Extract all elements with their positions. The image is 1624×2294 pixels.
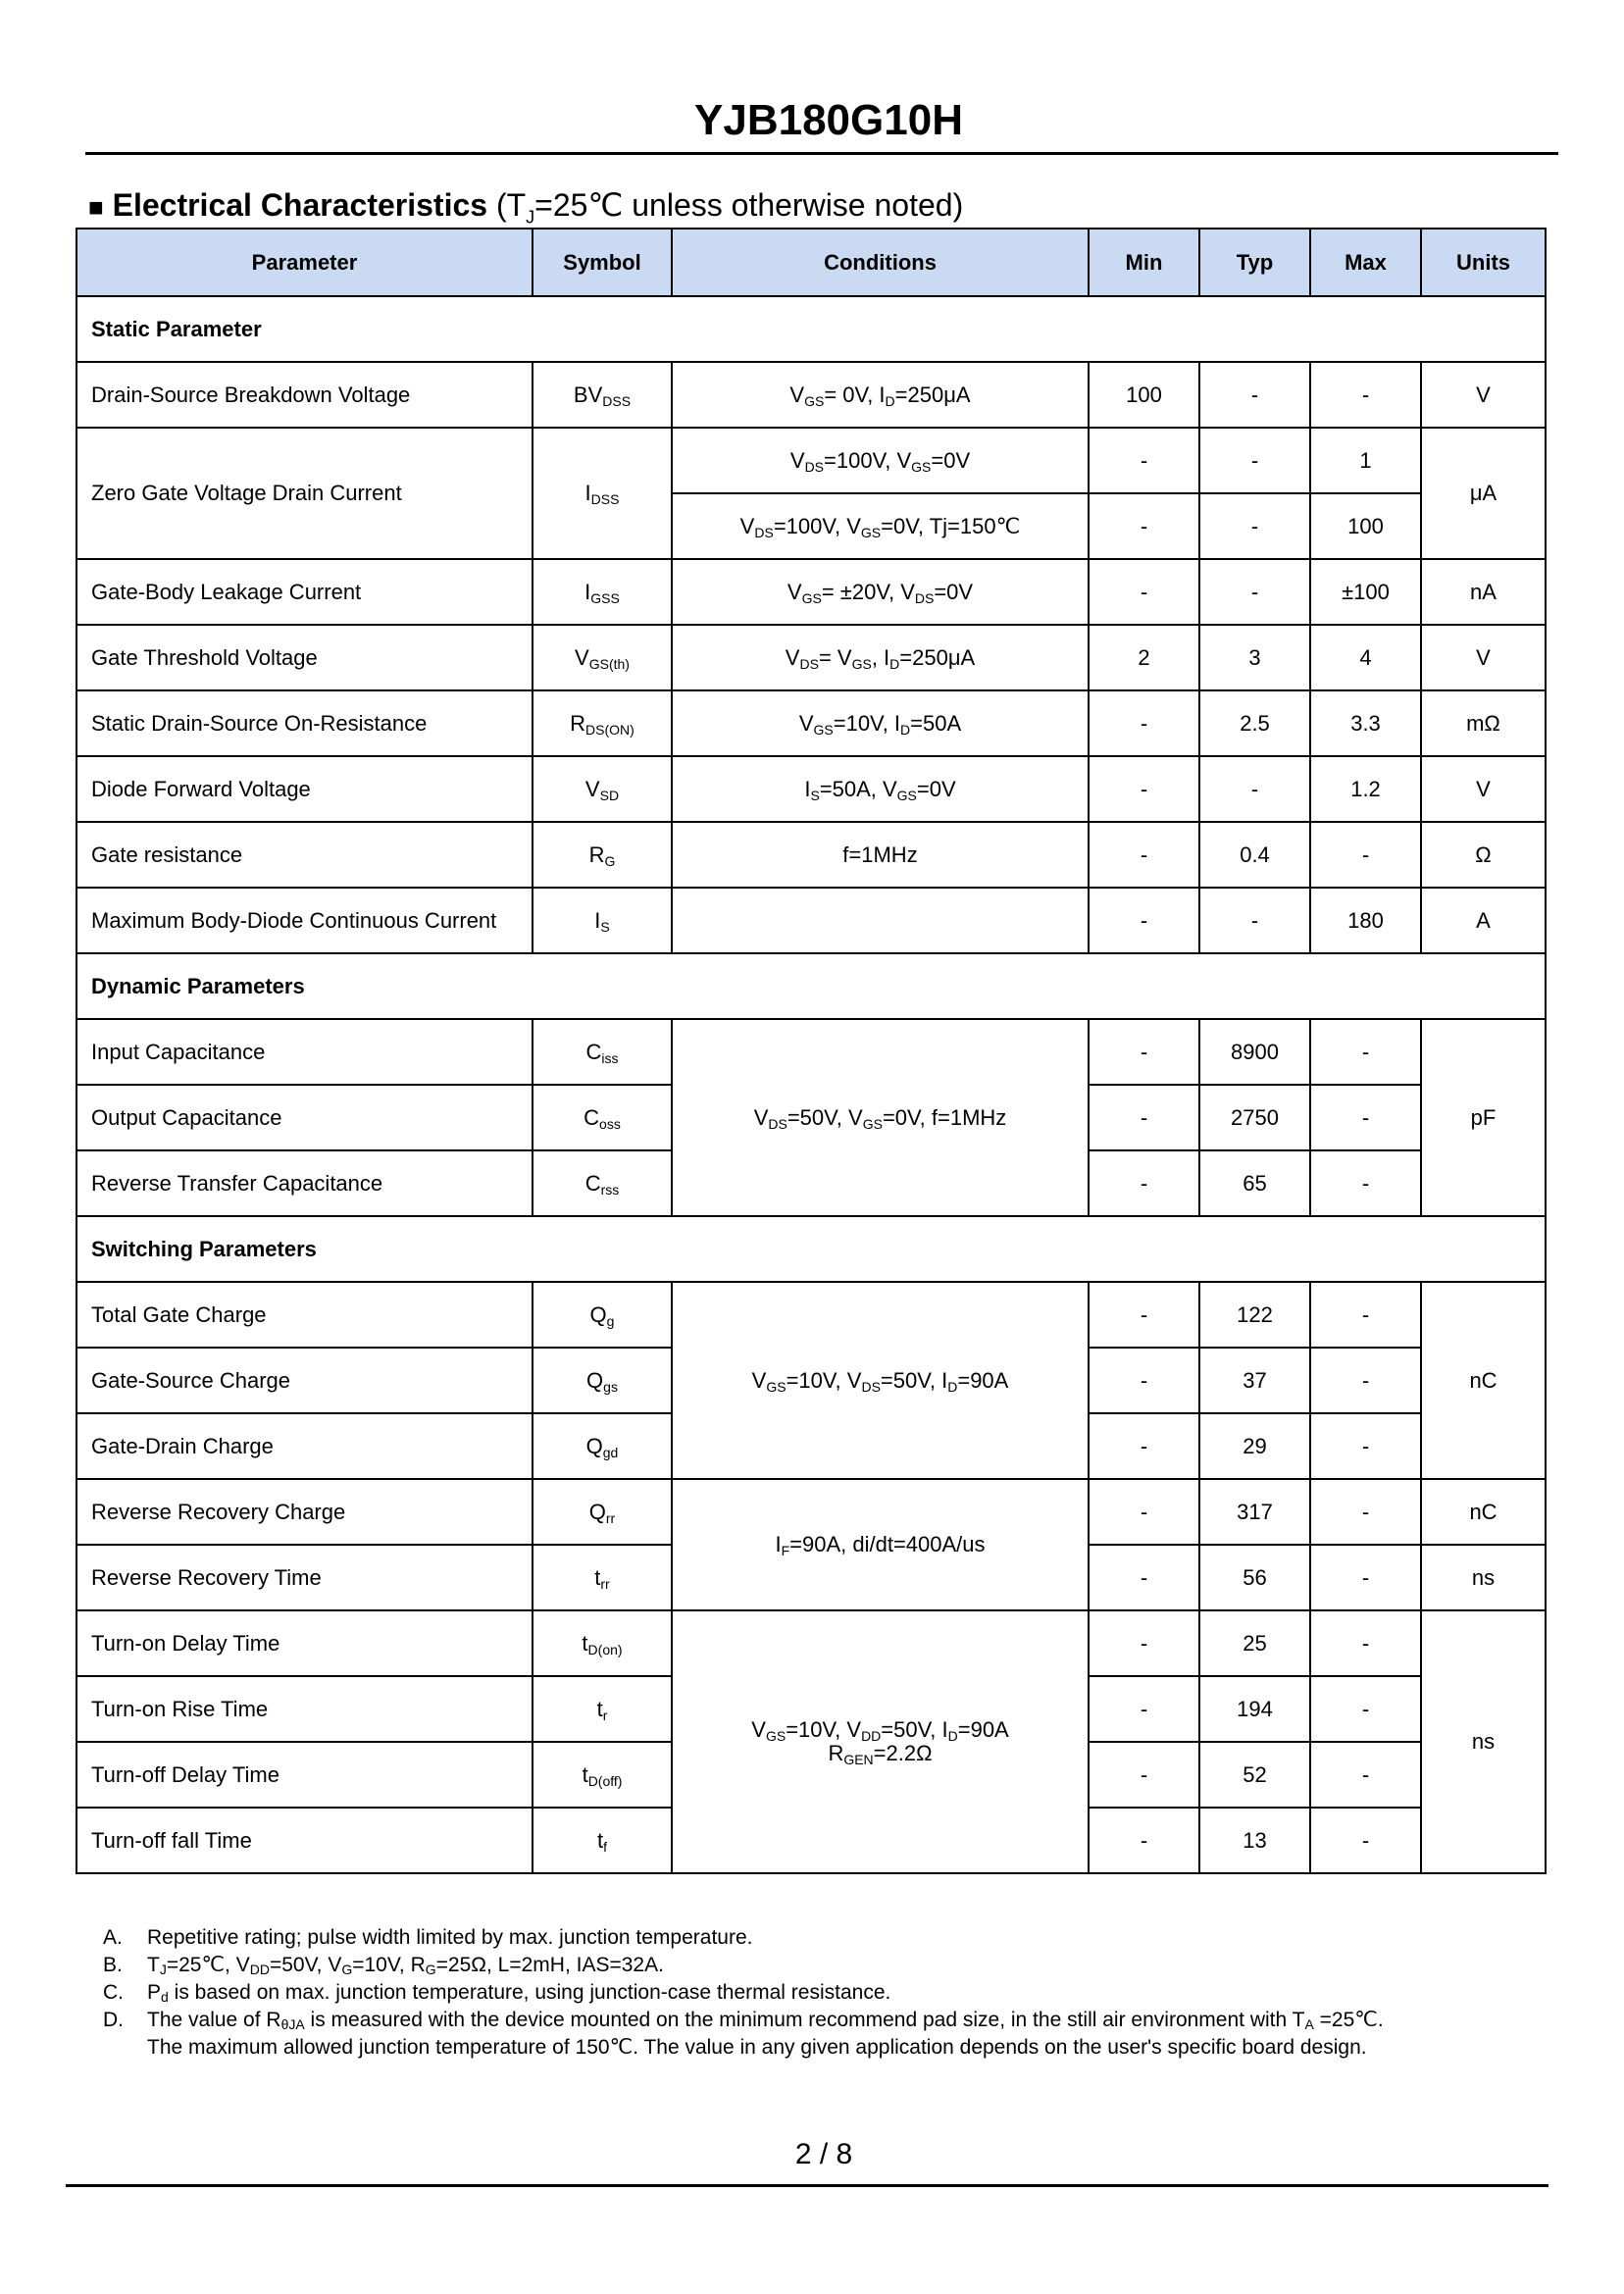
param-cell: Maximum Body-Diode Continuous Current	[76, 888, 533, 953]
typ-cell: 122	[1199, 1282, 1310, 1348]
typ-cell: 37	[1199, 1348, 1310, 1413]
conditions-cell: $V_{GS}= 0V$, $I_D=250\mu A$	[672, 362, 1089, 428]
min-cell: -	[1089, 690, 1199, 756]
unit-cell: nC	[1421, 1282, 1546, 1479]
typ-cell: 0.4	[1199, 822, 1310, 888]
typ-cell: 194	[1199, 1676, 1310, 1742]
conditions-cell: $V_{GS}=10V$, $V_{DS}=50V$, $I_D=90A$	[672, 1282, 1089, 1479]
max-cell: -	[1310, 1479, 1421, 1545]
typ-cell: 3	[1199, 625, 1310, 690]
typ-cell: 317	[1199, 1479, 1310, 1545]
typ-cell: 25	[1199, 1610, 1310, 1676]
header-typ: Typ	[1199, 229, 1310, 296]
param-cell: Output Capacitance	[76, 1085, 533, 1150]
section-label-static: Static Parameter	[76, 296, 1546, 362]
min-cell: 100	[1089, 362, 1199, 428]
symbol-cell: $I_{GSS}$	[533, 559, 672, 625]
section-title: Electrical Characteristics	[112, 187, 488, 223]
min-cell: -	[1089, 1282, 1199, 1348]
param-cell: Gate-Drain Charge	[76, 1413, 533, 1479]
footnote-a: A. Repetitive rating; pulse width limited by max. junction temperature.	[103, 1926, 753, 1949]
unit-cell: V	[1421, 756, 1546, 822]
min-cell: -	[1089, 1085, 1199, 1150]
max-cell: -	[1310, 1808, 1421, 1873]
header-max: Max	[1310, 229, 1421, 296]
param-cell: Gate Threshold Voltage	[76, 625, 533, 690]
symbol-cell: $C_{rss}$	[533, 1150, 672, 1216]
conditions-cell: $V_{GS}=10V$, $I_D=50A$	[672, 690, 1089, 756]
param-cell: Total Gate Charge	[76, 1282, 533, 1348]
param-cell: Zero Gate Voltage Drain Current	[76, 428, 533, 559]
unit-cell: μA	[1421, 428, 1546, 559]
table-row	[76, 756, 1546, 822]
conditions-cell	[672, 888, 1089, 953]
header-conditions: Conditions	[672, 229, 1089, 296]
table-row	[76, 822, 1546, 888]
typ-cell: 8900	[1199, 1019, 1310, 1085]
footnotes	[103, 1924, 1384, 2062]
symbol-cell: $Q_{gd}$	[533, 1413, 672, 1479]
bullet-square-icon: ■	[88, 192, 104, 222]
unit-cell: nC	[1421, 1479, 1546, 1545]
typ-cell: 2750	[1199, 1085, 1310, 1150]
unit-cell: A	[1421, 888, 1546, 953]
max-cell: -	[1310, 362, 1421, 428]
conditions-cell: $V_{DS}=100V$, $V_{GS}=0V$, Tj=150℃	[672, 493, 1089, 559]
symbol-cell: $C_{iss}$	[533, 1019, 672, 1085]
max-cell: ±100	[1310, 559, 1421, 625]
min-cell: -	[1089, 1808, 1199, 1873]
param-cell: Static Drain-Source On-Resistance	[76, 690, 533, 756]
document-title: YJB180G10H	[694, 96, 963, 144]
max-cell: 4	[1310, 625, 1421, 690]
max-cell: 1	[1310, 428, 1421, 493]
max-cell: -	[1310, 822, 1421, 888]
max-cell: -	[1310, 1545, 1421, 1610]
max-cell: -	[1310, 1742, 1421, 1808]
min-cell: -	[1089, 1610, 1199, 1676]
header-units: Units	[1421, 229, 1546, 296]
symbol-cell: $t_{rr}$	[533, 1545, 672, 1610]
conditions-cell: $V_{GS}=10V$, $V_{DD}=50V$, $I_D=90A$ $R_{GEN}=2.2\Omega$	[672, 1610, 1089, 1873]
section-label-dynamic: Dynamic Parameters	[76, 953, 1546, 1019]
max-cell: -	[1310, 1610, 1421, 1676]
table-row	[76, 1282, 1546, 1348]
min-cell: 2	[1089, 625, 1199, 690]
typ-cell: -	[1199, 756, 1310, 822]
conditions-cell: $V_{GS}= \pm 20V$, $V_{DS}=0V$	[672, 559, 1089, 625]
param-cell: Turn-on Delay Time	[76, 1610, 533, 1676]
unit-cell: mΩ	[1421, 690, 1546, 756]
param-cell: Drain-Source Breakdown Voltage	[76, 362, 533, 428]
table-row	[76, 559, 1546, 625]
symbol-cell: $t_{D(on)}$	[533, 1610, 672, 1676]
param-cell: Turn-on Rise Time	[76, 1676, 533, 1742]
max-cell: 3.3	[1310, 690, 1421, 756]
symbol-cell: $R_G$	[533, 822, 672, 888]
footnote-c: C. $P_d$ is based on max. junction temperature, using junction-case thermal resistance.	[103, 1981, 891, 2005]
max-cell: -	[1310, 1085, 1421, 1150]
max-cell: -	[1310, 1019, 1421, 1085]
param-cell: Diode Forward Voltage	[76, 756, 533, 822]
table-row	[76, 428, 1546, 493]
min-cell: -	[1089, 1742, 1199, 1808]
footnote-d-continued: The maximum allowed junction temperature of 150℃. The value in any given application depends on the user's specific board design.	[147, 2036, 1367, 2059]
symbol-cell: $BV_{DSS}$	[533, 362, 672, 428]
param-cell: Turn-off Delay Time	[76, 1742, 533, 1808]
table-header-row	[76, 229, 1546, 296]
max-cell: 100	[1310, 493, 1421, 559]
typ-cell: 2.5	[1199, 690, 1310, 756]
section-row-dynamic	[76, 953, 1546, 1019]
min-cell: -	[1089, 493, 1199, 559]
table-row	[76, 1479, 1546, 1545]
unit-cell: Ω	[1421, 822, 1546, 888]
typ-cell: -	[1199, 888, 1310, 953]
param-cell: Reverse Transfer Capacitance	[76, 1150, 533, 1216]
conditions-cell: $V_{DS}=100V$, $V_{GS}=0V$	[672, 428, 1089, 493]
symbol-cell: $I_{DSS}$	[533, 428, 672, 559]
conditions-cell: f=1MHz	[672, 822, 1089, 888]
min-cell: -	[1089, 1676, 1199, 1742]
section-row-static	[76, 296, 1546, 362]
symbol-cell: $Q_{gs}$	[533, 1348, 672, 1413]
typ-cell: -	[1199, 362, 1310, 428]
table-row	[76, 888, 1546, 953]
unit-cell: V	[1421, 625, 1546, 690]
footnote-b: B. $T_J=25℃$, $V_{DD}=50V$, $V_G=10V$, $R_G=25\Omega$, L=2mH, IAS=32A.	[103, 1954, 664, 1977]
max-cell: 180	[1310, 888, 1421, 953]
table-row	[76, 625, 1546, 690]
unit-cell: ns	[1421, 1610, 1546, 1873]
symbol-cell: $t_f$	[533, 1808, 672, 1873]
typ-cell: 13	[1199, 1808, 1310, 1873]
conditions-cell: $I_S=50A$, $V_{GS}=0V$	[672, 756, 1089, 822]
max-cell: -	[1310, 1413, 1421, 1479]
param-cell: Gate-Body Leakage Current	[76, 559, 533, 625]
min-cell: -	[1089, 559, 1199, 625]
unit-cell: pF	[1421, 1019, 1546, 1216]
conditions-cell: $I_F=90A$, di/dt=400A/us	[672, 1479, 1089, 1610]
section-label-switching: Switching Parameters	[76, 1216, 1546, 1282]
conditions-cell: $V_{DS}= V_{GS}$, $I_D=250\mu A$	[672, 625, 1089, 690]
symbol-cell: $V_{GS(th)}$	[533, 625, 672, 690]
table-row	[76, 690, 1546, 756]
typ-cell: 29	[1199, 1413, 1310, 1479]
electrical-characteristics-table	[76, 228, 1547, 1874]
typ-cell: 65	[1199, 1150, 1310, 1216]
footnote-d: D. The value of $R_{\theta JA}$ is measured with the device mounted on the minimum recommend pad size, in the still air environment with $T_A$ =25℃.	[103, 2009, 1384, 2032]
section-row-switching	[76, 1216, 1546, 1282]
symbol-cell: $t_{D(off)}$	[533, 1742, 672, 1808]
param-cell: Gate resistance	[76, 822, 533, 888]
typ-cell: -	[1199, 428, 1310, 493]
min-cell: -	[1089, 822, 1199, 888]
table-row	[76, 1019, 1546, 1085]
symbol-cell: $I_S$	[533, 888, 672, 953]
title-divider	[85, 152, 1558, 155]
min-cell: -	[1089, 1479, 1199, 1545]
footer-divider	[66, 2184, 1548, 2187]
unit-cell: V	[1421, 362, 1546, 428]
unit-cell: ns	[1421, 1545, 1546, 1610]
symbol-cell: $V_{SD}$	[533, 756, 672, 822]
param-cell: Input Capacitance	[76, 1019, 533, 1085]
section-heading	[88, 186, 963, 228]
typ-cell: 52	[1199, 1742, 1310, 1808]
param-cell: Turn-off fall Time	[76, 1808, 533, 1873]
typ-cell: -	[1199, 493, 1310, 559]
header-symbol: Symbol	[533, 229, 672, 296]
symbol-cell: $C_{oss}$	[533, 1085, 672, 1150]
header-min: Min	[1089, 229, 1199, 296]
max-cell: -	[1310, 1676, 1421, 1742]
table-row	[76, 1610, 1546, 1676]
min-cell: -	[1089, 756, 1199, 822]
param-cell: Gate-Source Charge	[76, 1348, 533, 1413]
param-cell: Reverse Recovery Time	[76, 1545, 533, 1610]
unit-cell: nA	[1421, 559, 1546, 625]
min-cell: -	[1089, 1545, 1199, 1610]
symbol-cell: $Q_g$	[533, 1282, 672, 1348]
max-cell: -	[1310, 1150, 1421, 1216]
table-row	[76, 362, 1546, 428]
max-cell: -	[1310, 1348, 1421, 1413]
conditions-cell: $V_{DS}=50V$, $V_{GS}=0V$, f=1MHz	[672, 1019, 1089, 1216]
min-cell: -	[1089, 1019, 1199, 1085]
symbol-cell: $t_r$	[533, 1676, 672, 1742]
symbol-cell: $Q_{rr}$	[533, 1479, 672, 1545]
min-cell: -	[1089, 428, 1199, 493]
min-cell: -	[1089, 888, 1199, 953]
page-number: 2 / 8	[794, 2138, 853, 2170]
max-cell: -	[1310, 1282, 1421, 1348]
section-condition: ($T_J=25℃$ unless otherwise noted)	[495, 187, 964, 228]
param-cell: Reverse Recovery Charge	[76, 1479, 533, 1545]
typ-cell: -	[1199, 559, 1310, 625]
symbol-cell: $R_{DS(ON)}$	[533, 690, 672, 756]
typ-cell: 56	[1199, 1545, 1310, 1610]
min-cell: -	[1089, 1150, 1199, 1216]
min-cell: -	[1089, 1413, 1199, 1479]
header-parameter: Parameter	[76, 229, 533, 296]
max-cell: 1.2	[1310, 756, 1421, 822]
min-cell: -	[1089, 1348, 1199, 1413]
